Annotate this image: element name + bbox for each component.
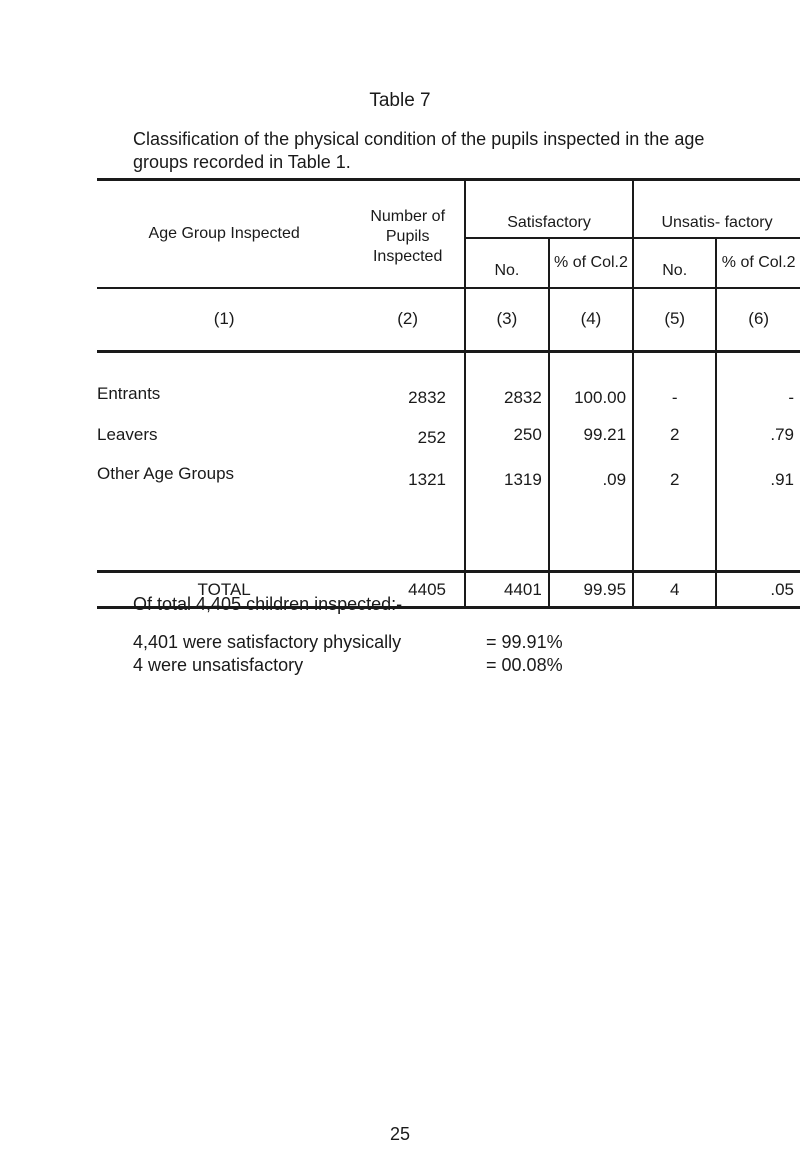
table-row bbox=[97, 460, 800, 572]
summary-value: 00.08% bbox=[501, 655, 563, 675]
col-number: (5) bbox=[633, 288, 716, 352]
col-number: (1) bbox=[97, 288, 351, 352]
total-label: TOTAL bbox=[97, 572, 351, 608]
row-pupils: 2832 bbox=[408, 387, 446, 407]
row-group: Entrants bbox=[97, 383, 161, 403]
row-sat-no: 1319 bbox=[465, 460, 549, 572]
total-unsat-pct: .05 bbox=[716, 572, 800, 608]
summary-value: 99.91% bbox=[501, 632, 563, 652]
header-satisfactory: Satisfactory bbox=[465, 180, 633, 238]
row-unsat-pct: .91 bbox=[716, 460, 800, 572]
row-sat-no: 250 bbox=[465, 410, 549, 460]
header-sat-pct: % of Col.2 bbox=[549, 238, 633, 288]
col-number: (6) bbox=[716, 288, 800, 352]
header-unsat-pct: % of Col.2 bbox=[716, 238, 800, 288]
header-sat-no: No. bbox=[465, 238, 549, 288]
summary-line bbox=[133, 631, 563, 654]
row-unsat-pct: - bbox=[716, 352, 800, 410]
header-number-pupils: Number of Pupils Inspected bbox=[351, 180, 465, 288]
row-sat-pct: .09 bbox=[549, 460, 633, 572]
col-number: (4) bbox=[549, 288, 633, 352]
row-pupils: 252 bbox=[417, 427, 446, 447]
row-sat-pct: 100.00 bbox=[549, 352, 633, 410]
row-unsat-pct: .79 bbox=[716, 410, 800, 460]
total-pupils: 4405 bbox=[351, 572, 465, 608]
summary-line bbox=[133, 654, 563, 677]
row-unsat-no: 2 bbox=[633, 410, 716, 460]
intro-text: Classification of the physical condition of the pupils inspected in the age groups recorded in Table 1. bbox=[133, 129, 705, 172]
total-sat-pct: 99.95 bbox=[549, 572, 633, 608]
summary-label: 4 were unsatisfactory bbox=[133, 655, 304, 675]
row-unsat-no: - bbox=[633, 352, 716, 410]
row-unsat-no: 2 bbox=[633, 460, 716, 572]
header-age-group: Age Group Inspected bbox=[97, 180, 351, 288]
summary-heading: Of total 4,405 children inspected:- bbox=[133, 594, 403, 614]
column-number-row bbox=[97, 288, 800, 352]
row-sat-pct: 99.21 bbox=[549, 410, 633, 460]
header-unsatisfactory: Unsatis- factory bbox=[633, 180, 800, 238]
col-number: (2) bbox=[351, 288, 465, 352]
page-number: 25 bbox=[389, 1124, 411, 1144]
total-sat-no: 4401 bbox=[465, 572, 549, 608]
summary-label: 4,401 were satisfactory physically bbox=[133, 632, 402, 652]
row-group: Leavers bbox=[97, 424, 158, 444]
table-row bbox=[97, 410, 800, 460]
summary-equals: = bbox=[486, 655, 497, 675]
row-group: Other Age Groups bbox=[97, 463, 235, 483]
col-number: (3) bbox=[465, 288, 549, 352]
classification-table bbox=[97, 178, 800, 609]
row-pupils: 1321 bbox=[408, 469, 446, 489]
table-title: Table 7 bbox=[369, 90, 431, 111]
summary-equals: = bbox=[486, 632, 497, 652]
total-unsat-no: 4 bbox=[633, 572, 716, 608]
header-unsat-no: No. bbox=[633, 238, 716, 288]
table-row bbox=[97, 352, 800, 410]
row-sat-no: 2832 bbox=[465, 352, 549, 410]
